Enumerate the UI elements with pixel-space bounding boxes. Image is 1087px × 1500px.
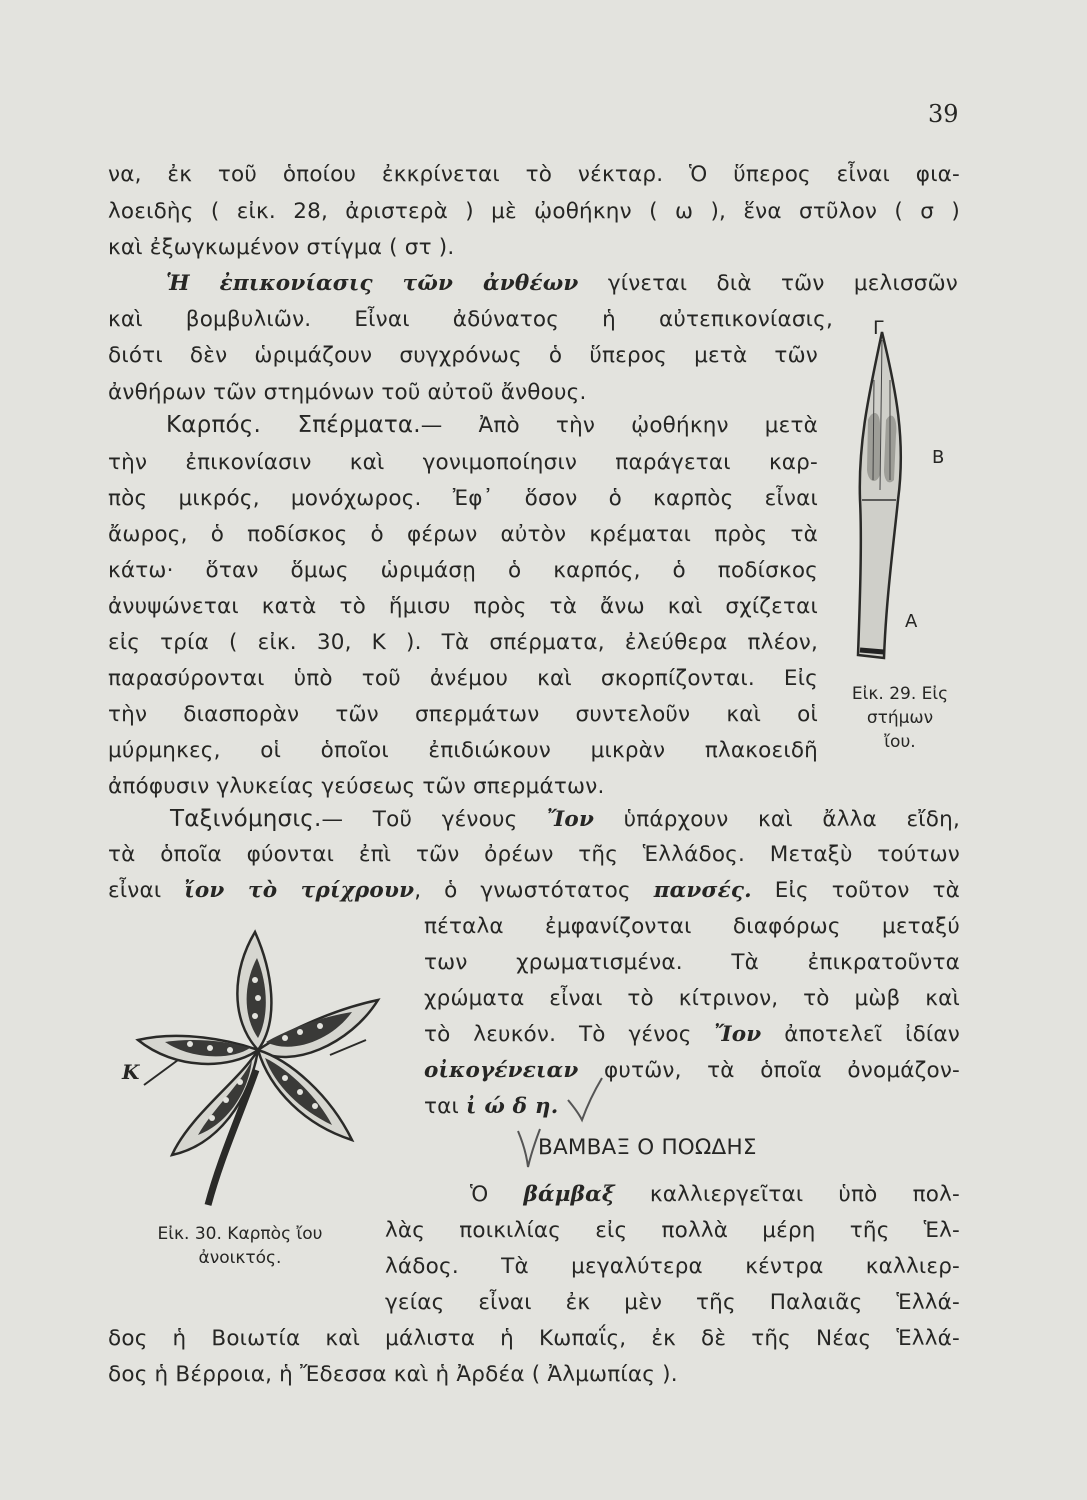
text-line: λάδος. Τὰ μεγαλύτερα κέντρα καλλιερ- xyxy=(385,1254,960,1279)
text-line: καὶ βομβυλιῶν. Εἶναι ἀδύνατος ἡ αὐτεπικονίασις, xyxy=(108,307,833,332)
text-line: δος ἡ Βοιωτία καὶ μάλιστα ἡ Κωπαΐς, ἐκ δὲ τῆς Νέας Ἑλλά- xyxy=(108,1326,960,1351)
text-line: τὴν ἐπικονίασιν καὶ γονιμοποίησιν παράγεται καρ- xyxy=(108,450,818,475)
fig29-label-top: Γ xyxy=(873,317,884,339)
text-line: γείας εἶναι ἐκ μὲν τῆς Παλαιᾶς Ἑλλά- xyxy=(385,1290,960,1315)
text-line: δος ἡ Βέρροια, ἡ Ἔδεσσα καὶ ἡ Ἀρδέα ( Ἀλμωπίας ). xyxy=(108,1362,678,1387)
text-line: χρώματα εἶναι τὸ κίτρινον, τὸ μὼβ καὶ xyxy=(424,986,960,1011)
handwritten-check-icon xyxy=(560,1070,610,1150)
fig30-caption: Εἰκ. 30. Καρπὸς ἴου ἀνοικτός. xyxy=(157,1224,323,1268)
text-line: τὸ λευκόν. Τὸ γένος Ἴον ἀποτελεῖ ἰδίαν xyxy=(424,1022,960,1047)
text-line: διότι δὲν ὡριμάζουν συγχρόνως ὁ ὕπερος μετὰ τῶν xyxy=(108,343,818,368)
text-line: πέταλα ἐμφανίζονται διαφόρως μεταξύ xyxy=(424,914,960,939)
text-line: ἀνθήρων τῶν στημόνων τοῦ αὐτοῦ ἄνθους. xyxy=(108,380,587,405)
fig29-caption: Εἰκ. 29. Εἰς στήμων ἴου. xyxy=(851,684,949,752)
section-title: ΒΑΜΒΑΞ Ο ΠΟΩΔΗΣ xyxy=(538,1135,757,1160)
page-number: 39 xyxy=(928,100,959,128)
fig30-fruit-illustration xyxy=(120,920,400,1220)
section-heading-line: Ταξινόμησις.— Τοῦ γένους Ἴον ὑπάρχουν καὶ ἄλλα εἴδη, xyxy=(170,806,960,832)
text-line: λοειδὴς ( εἰκ. 28, ἀριστερὰ ) μὲ ᾠοθήκην ( ω ), ἕνα στῦλον ( σ ) xyxy=(108,199,960,224)
text-line: Ἡ ἐπικονίασις τῶν ἀνθέων γίνεται διὰ τῶν μελισσῶν xyxy=(166,271,959,296)
text-line: Ὁ βάμβαξ καλλιεργεῖται ὑπὸ πολ- xyxy=(470,1182,960,1207)
section-heading-line: Καρπός. Σπέρματα.— Ἀπὸ τὴν ᾠοθήκην μετὰ xyxy=(166,412,818,438)
text-line: ἀπόφυσιν γλυκείας γεύσεως τῶν σπερμάτων. xyxy=(108,774,605,799)
text-line: κάτω· ὅταν ὅμως ὡριμάσῃ ὁ καρπός, ὁ ποδίσκος xyxy=(108,558,818,583)
text-line: τὴν διασπορὰν τῶν σπερμάτων συντελοῦν καὶ οἱ xyxy=(108,702,818,727)
text-line: μύρμηκες, οἱ ὁποῖοι ἐπιδιώκουν μικρὰν πλακοειδῆ xyxy=(108,738,818,763)
text-line: καὶ ἐξωγκωμένον στίγμα ( στ ). xyxy=(108,235,455,260)
text-line: τὰ ὁποῖα φύονται ἐπὶ τῶν ὀρέων τῆς Ἑλλάδος. Μεταξὺ τούτων xyxy=(108,842,960,867)
text-line: πὸς μικρός, μονόχωρος. Ἐφ᾽ ὅσον ὁ καρπὸς εἶναι xyxy=(108,486,818,511)
text-line: εἶναι ἴον τὸ τρίχρουν, ὁ γνωστότατος πανσές. Εἰς τοῦτον τὰ xyxy=(108,878,960,903)
text-line: λὰς ποικιλίας εἰς πολλὰ μέρη τῆς Ἑλ- xyxy=(385,1218,960,1243)
text-line: να, ἐκ τοῦ ὁποίου ἐκκρίνεται τὸ νέκταρ. Ὁ ὕπερος εἶναι φια- xyxy=(108,162,960,187)
text-line: ἀνυψώνεται κατὰ τὸ ἥμισυ πρὸς τὰ ἄνω καὶ σχίζεται xyxy=(108,594,818,619)
text-line: εἰς τρία ( εἰκ. 30, Κ ). Τὰ σπέρματα, ἐλεύθερα πλέον, xyxy=(108,630,818,655)
text-line: οἰκογένειαν φυτῶν, τὰ ὁποῖα ὀνομάζον- xyxy=(424,1058,960,1083)
fig30-label: Κ xyxy=(122,1060,140,1084)
text-line: ται ἰ ώ δ η. xyxy=(424,1094,559,1119)
fig29-label-bottom: Α xyxy=(905,611,918,632)
text-line: παρασύρονται ὑπὸ τοῦ ἀνέμου καὶ σκορπίζονται. Εἰς xyxy=(108,666,818,691)
handwritten-check-icon xyxy=(514,1125,544,1175)
fig29-label-middle: Β xyxy=(932,447,945,468)
text-line: των χρωματισμένα. Τὰ ἐπικρατοῦντα xyxy=(424,950,960,975)
text-line: ἄωρος, ὁ ποδίσκος ὁ φέρων αὐτὸν κρέμαται πρὸς τὰ xyxy=(108,522,818,547)
